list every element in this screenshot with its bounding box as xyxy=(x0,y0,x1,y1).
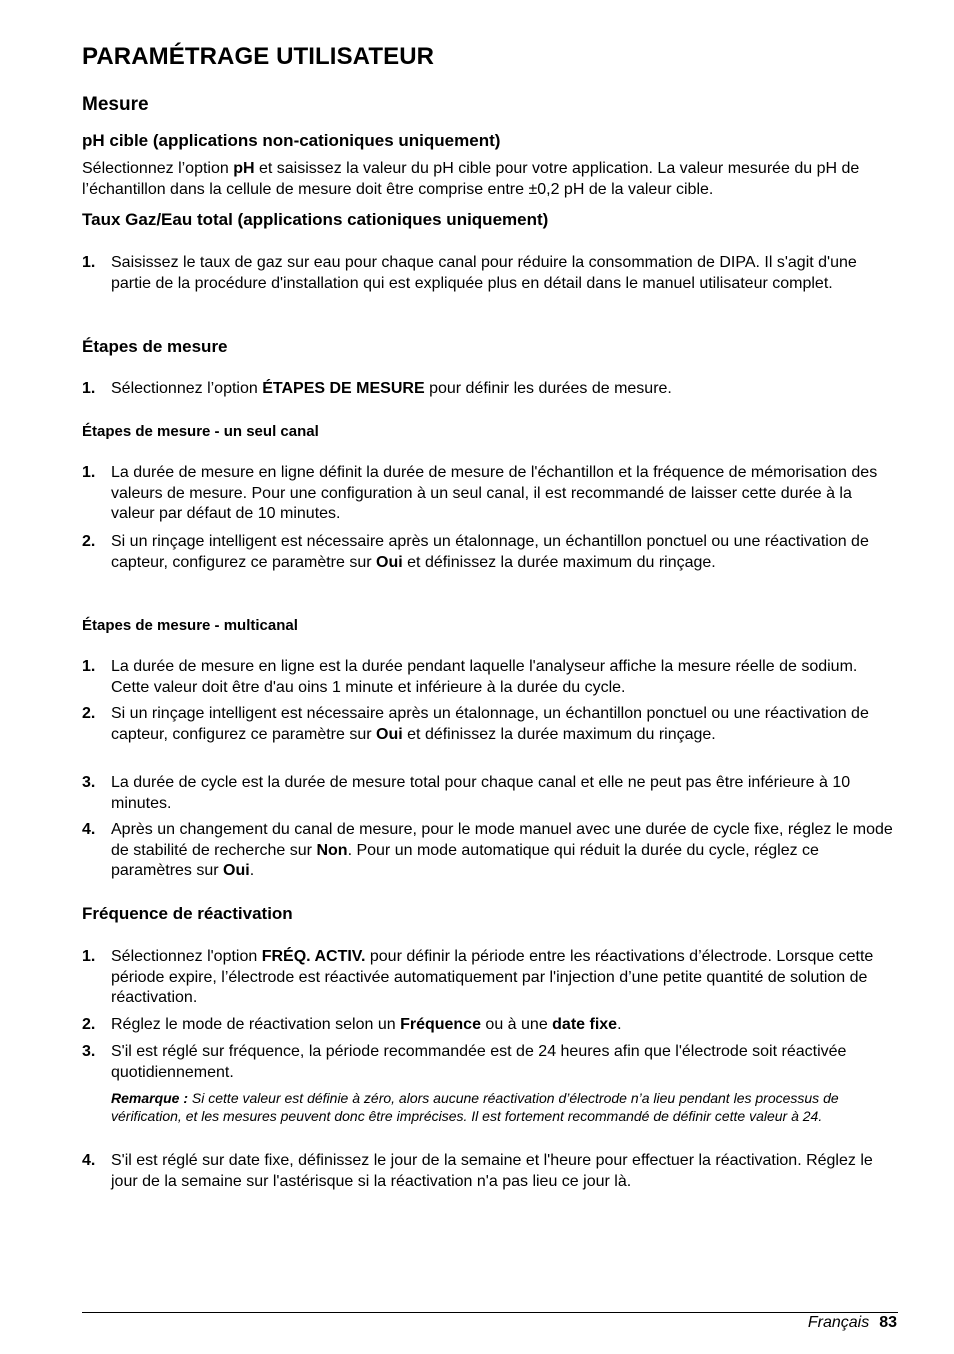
list-item: 1. La durée de mesure en ligne est la durée pendant laquelle l'analyseur affiche la mesure réelle de sodium. Cette valeur doit être d'au oins 1 minute et inférieure à la durée du cycle. xyxy=(82,658,858,696)
list-item: 1. La durée de mesure en ligne définit la durée de mesure de l'échantillon et la fréquence de mémorisation des valeurs de mesure. Pour une configuration à un seul canal, il est recommandé de laisser cette durée à la valeur par défaut de 10 minutes. xyxy=(82,464,878,522)
subheading-multicanal: Étapes de mesure - multicanal xyxy=(82,617,298,634)
list-item: 3. S'il est réglé sur fréquence, la période recommandée est de 24 heures afin que l'électrode soit réactivée quotidiennement. xyxy=(82,1043,847,1081)
subheading-un-seul-canal: Étapes de mesure - un seul canal xyxy=(82,423,319,440)
paragraph-ph-cible: Sélectionnez l’option pH et saisissez la valeur du pH cible pour votre application. La valeur mesurée du pH de l’échantillon dans la cellule de mesure doit être comprise entre ±0,2 pH de la valeur cible. xyxy=(82,160,860,198)
page-number: 83 xyxy=(879,1314,897,1331)
page-footer xyxy=(808,1313,897,1333)
list-item: 1. Sélectionnez l'option FRÉQ. ACTIV. pour définir la période entre les réactivations d’électrode. Lorsque cette période expire, l’électrode est réactivée automatiquement par l'injection d’une petite quantité de solution de réactivation. xyxy=(82,948,874,1006)
subheading-frequence-reactivation: Fréquence de réactivation xyxy=(82,904,293,923)
subheading-etapes-de-mesure: Étapes de mesure xyxy=(82,337,228,356)
list-item: 2. Réglez le mode de réactivation selon un Fréquence ou à une date fixe. xyxy=(82,1016,622,1033)
list-item: 4. Après un changement du canal de mesure, pour le mode manuel avec une durée de cycle fixe, réglez le mode de stabilité de recherche sur Non. Pour un mode automatique qui réduit la durée du cycle, réglez ce paramètres sur Oui. xyxy=(82,821,893,879)
footer-divider xyxy=(82,1312,898,1313)
list-item: 3. La durée de cycle est la durée de mesure total pour chaque canal et elle ne peut pas être inférieure à 10 minutes. xyxy=(82,774,851,812)
list-item: 2. Si un rinçage intelligent est nécessaire après un étalonnage, un échantillon ponctuel ou une réactivation de capteur, configurez ce paramètre sur Oui et définissez la durée maximum du rinçage. xyxy=(82,705,869,743)
list-item: 2. Si un rinçage intelligent est nécessaire après un étalonnage, un échantillon ponctuel ou une réactivation de capteur, configurez ce paramètre sur Oui et définissez la durée maximum du rinçage. xyxy=(82,533,869,571)
subheading-taux-gaz-eau: Taux Gaz/Eau total (applications cationiques uniquement) xyxy=(82,210,549,229)
page-title: PARAMÉTRAGE UTILISATEUR xyxy=(82,43,435,70)
footer-language: Français xyxy=(807,1314,870,1331)
list-item: 4. S'il est réglé sur date fixe, définissez le jour de la semaine et l'heure pour effectuer la réactivation. Réglez le jour de la semaine sur l'astérisque si la réactivation n'a pas lieu ce jour là. xyxy=(82,1152,873,1190)
note-remarque: Remarque : Si cette valeur est définie à zéro, alors aucune réactivation d’électrode n’a lieu pendant les processus de vérification, et les mesures peuvent donc être imprécises. Il est fortement recommandé de définir cette valeur à 24. xyxy=(111,1090,839,1124)
section-heading-mesure: Mesure xyxy=(82,94,149,115)
subheading-ph-cible: pH cible (applications non-cationiques uniquement) xyxy=(82,131,501,150)
list-item: 1. Saisissez le taux de gaz sur eau pour chaque canal pour réduire la consommation de DIPA. Il s'agit d'une partie de la procédure d'installation qui est expliquée plus en détail dans le manuel utilisateur complet. xyxy=(82,254,857,292)
list-item: 1. Sélectionnez l’option ÉTAPES DE MESURE pour définir les durées de mesure. xyxy=(82,380,672,397)
